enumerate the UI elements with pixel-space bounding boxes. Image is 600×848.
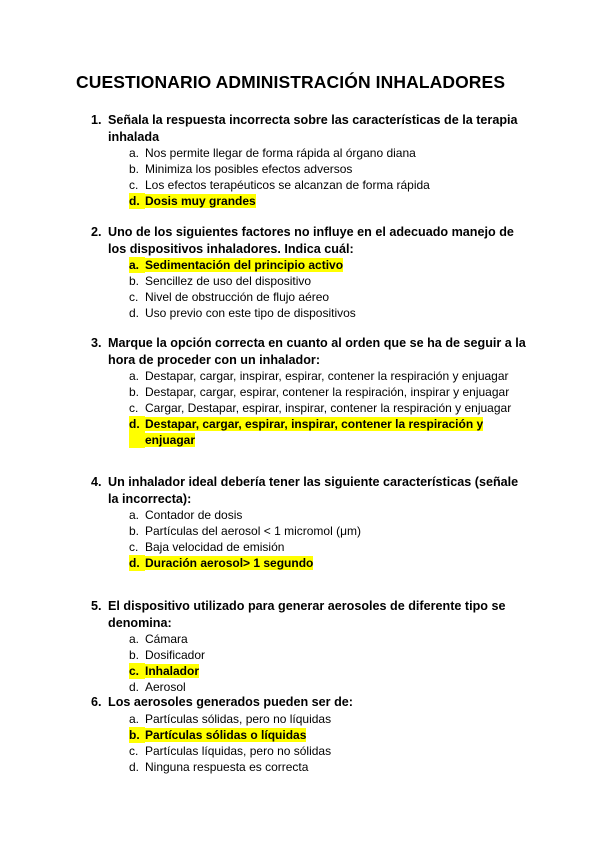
highlighted-answer: Inhalador — [145, 664, 200, 678]
option-c: c. Cargar, Destapar, espirar, inspirar, contener la respiración y enjuagar — [129, 401, 512, 415]
highlighted-answer: Destapar, cargar, espirar, inspirar, contener la respiración y enjuagar — [145, 417, 484, 447]
option-list — [91, 368, 531, 448]
highlighted-answer: Sedimentación del principio activo — [145, 258, 344, 272]
question-2 — [91, 224, 531, 321]
option-b: b. Sencillez de uso del dispositivo — [129, 274, 312, 288]
question-number: 6. — [91, 695, 102, 709]
question-text: Marque la opción correcta en cuanto al orden que se ha de seguir a la hora de proceder con un inhalador: — [108, 336, 526, 367]
question-text: Un inhalador ideal debería tener las siguiente características (señale la incorrecta): — [108, 475, 519, 506]
option-d: d. Aerosol — [129, 680, 186, 694]
question-1 — [91, 112, 531, 209]
option-list — [91, 507, 531, 571]
option-a: a. Destapar, cargar, inspirar, espirar, contener la respiración y enjuagar — [129, 369, 509, 383]
option-d-correct: d. Duración aerosol> 1 segundo — [129, 556, 314, 570]
question-number: 3. — [91, 336, 102, 350]
question-number: 4. — [91, 475, 102, 489]
option-d: d. Uso previo con este tipo de dispositivos — [129, 306, 356, 320]
option-a: a. Nos permite llegar de forma rápida al órgano diana — [129, 146, 416, 160]
page-title: CUESTIONARIO ADMINISTRACIÓN INHALADORES — [76, 72, 506, 92]
option-b-correct: b. Partículas sólidas o líquidas — [129, 727, 307, 742]
option-c: c. Los efectos terapéuticos se alcanzan de forma rápida — [129, 178, 430, 192]
option-d-correct: d. Destapar, cargar, espirar, inspirar, contener la respiración y enjuagar — [129, 417, 484, 447]
option-list — [91, 145, 531, 209]
question-4 — [91, 474, 531, 571]
option-list — [91, 711, 531, 775]
option-list — [91, 257, 531, 321]
option-b: b. Minimiza los posibles efectos adversos — [129, 162, 353, 176]
question-text: Los aerosoles generados pueden ser de: — [108, 695, 353, 709]
option-a: a. Cámara — [129, 632, 188, 646]
option-c-correct: c. Inhalador — [129, 664, 200, 678]
highlighted-answer: Partículas sólidas o líquidas — [145, 727, 307, 742]
question-text: Uno de los siguientes factores no influye en el adecuado manejo de los dispositivos inhaladores. Indica cuál: — [108, 225, 514, 256]
question-3 — [91, 335, 531, 448]
option-d: d. Ninguna respuesta es correcta — [129, 759, 309, 774]
option-list — [91, 631, 531, 695]
highlighted-answer: Dosis muy grandes — [145, 194, 256, 208]
option-c: c. Partículas líquidas, pero no sólidas — [129, 743, 332, 758]
question-6 — [91, 694, 531, 775]
question-number: 1. — [91, 113, 102, 127]
option-a: a. Partículas sólidas, pero no líquidas — [129, 711, 332, 726]
question-text: El dispositivo utilizado para generar aerosoles de diferente tipo se denomina: — [108, 599, 506, 630]
question-5 — [91, 598, 531, 695]
option-c: c. Nivel de obstrucción de flujo aéreo — [129, 290, 330, 304]
option-a: a. Contador de dosis — [129, 508, 243, 522]
question-number: 5. — [91, 599, 102, 613]
option-d-correct: d. Dosis muy grandes — [129, 194, 256, 208]
highlighted-answer: Duración aerosol> 1 segundo — [145, 556, 314, 570]
option-a-correct: a. Sedimentación del principio activo — [129, 258, 344, 272]
question-number: 2. — [91, 225, 102, 239]
option-c: c. Baja velocidad de emisión — [129, 540, 285, 554]
option-b: b. Destapar, cargar, espirar, contener la respiración, inspirar y enjuagar — [129, 385, 510, 399]
question-text: Señala la respuesta incorrecta sobre las características de la terapia inhalada — [108, 113, 518, 144]
option-b: b. Dosificador — [129, 648, 206, 662]
option-b: b. Partículas del aerosol < 1 micromol (μm) — [129, 524, 361, 538]
